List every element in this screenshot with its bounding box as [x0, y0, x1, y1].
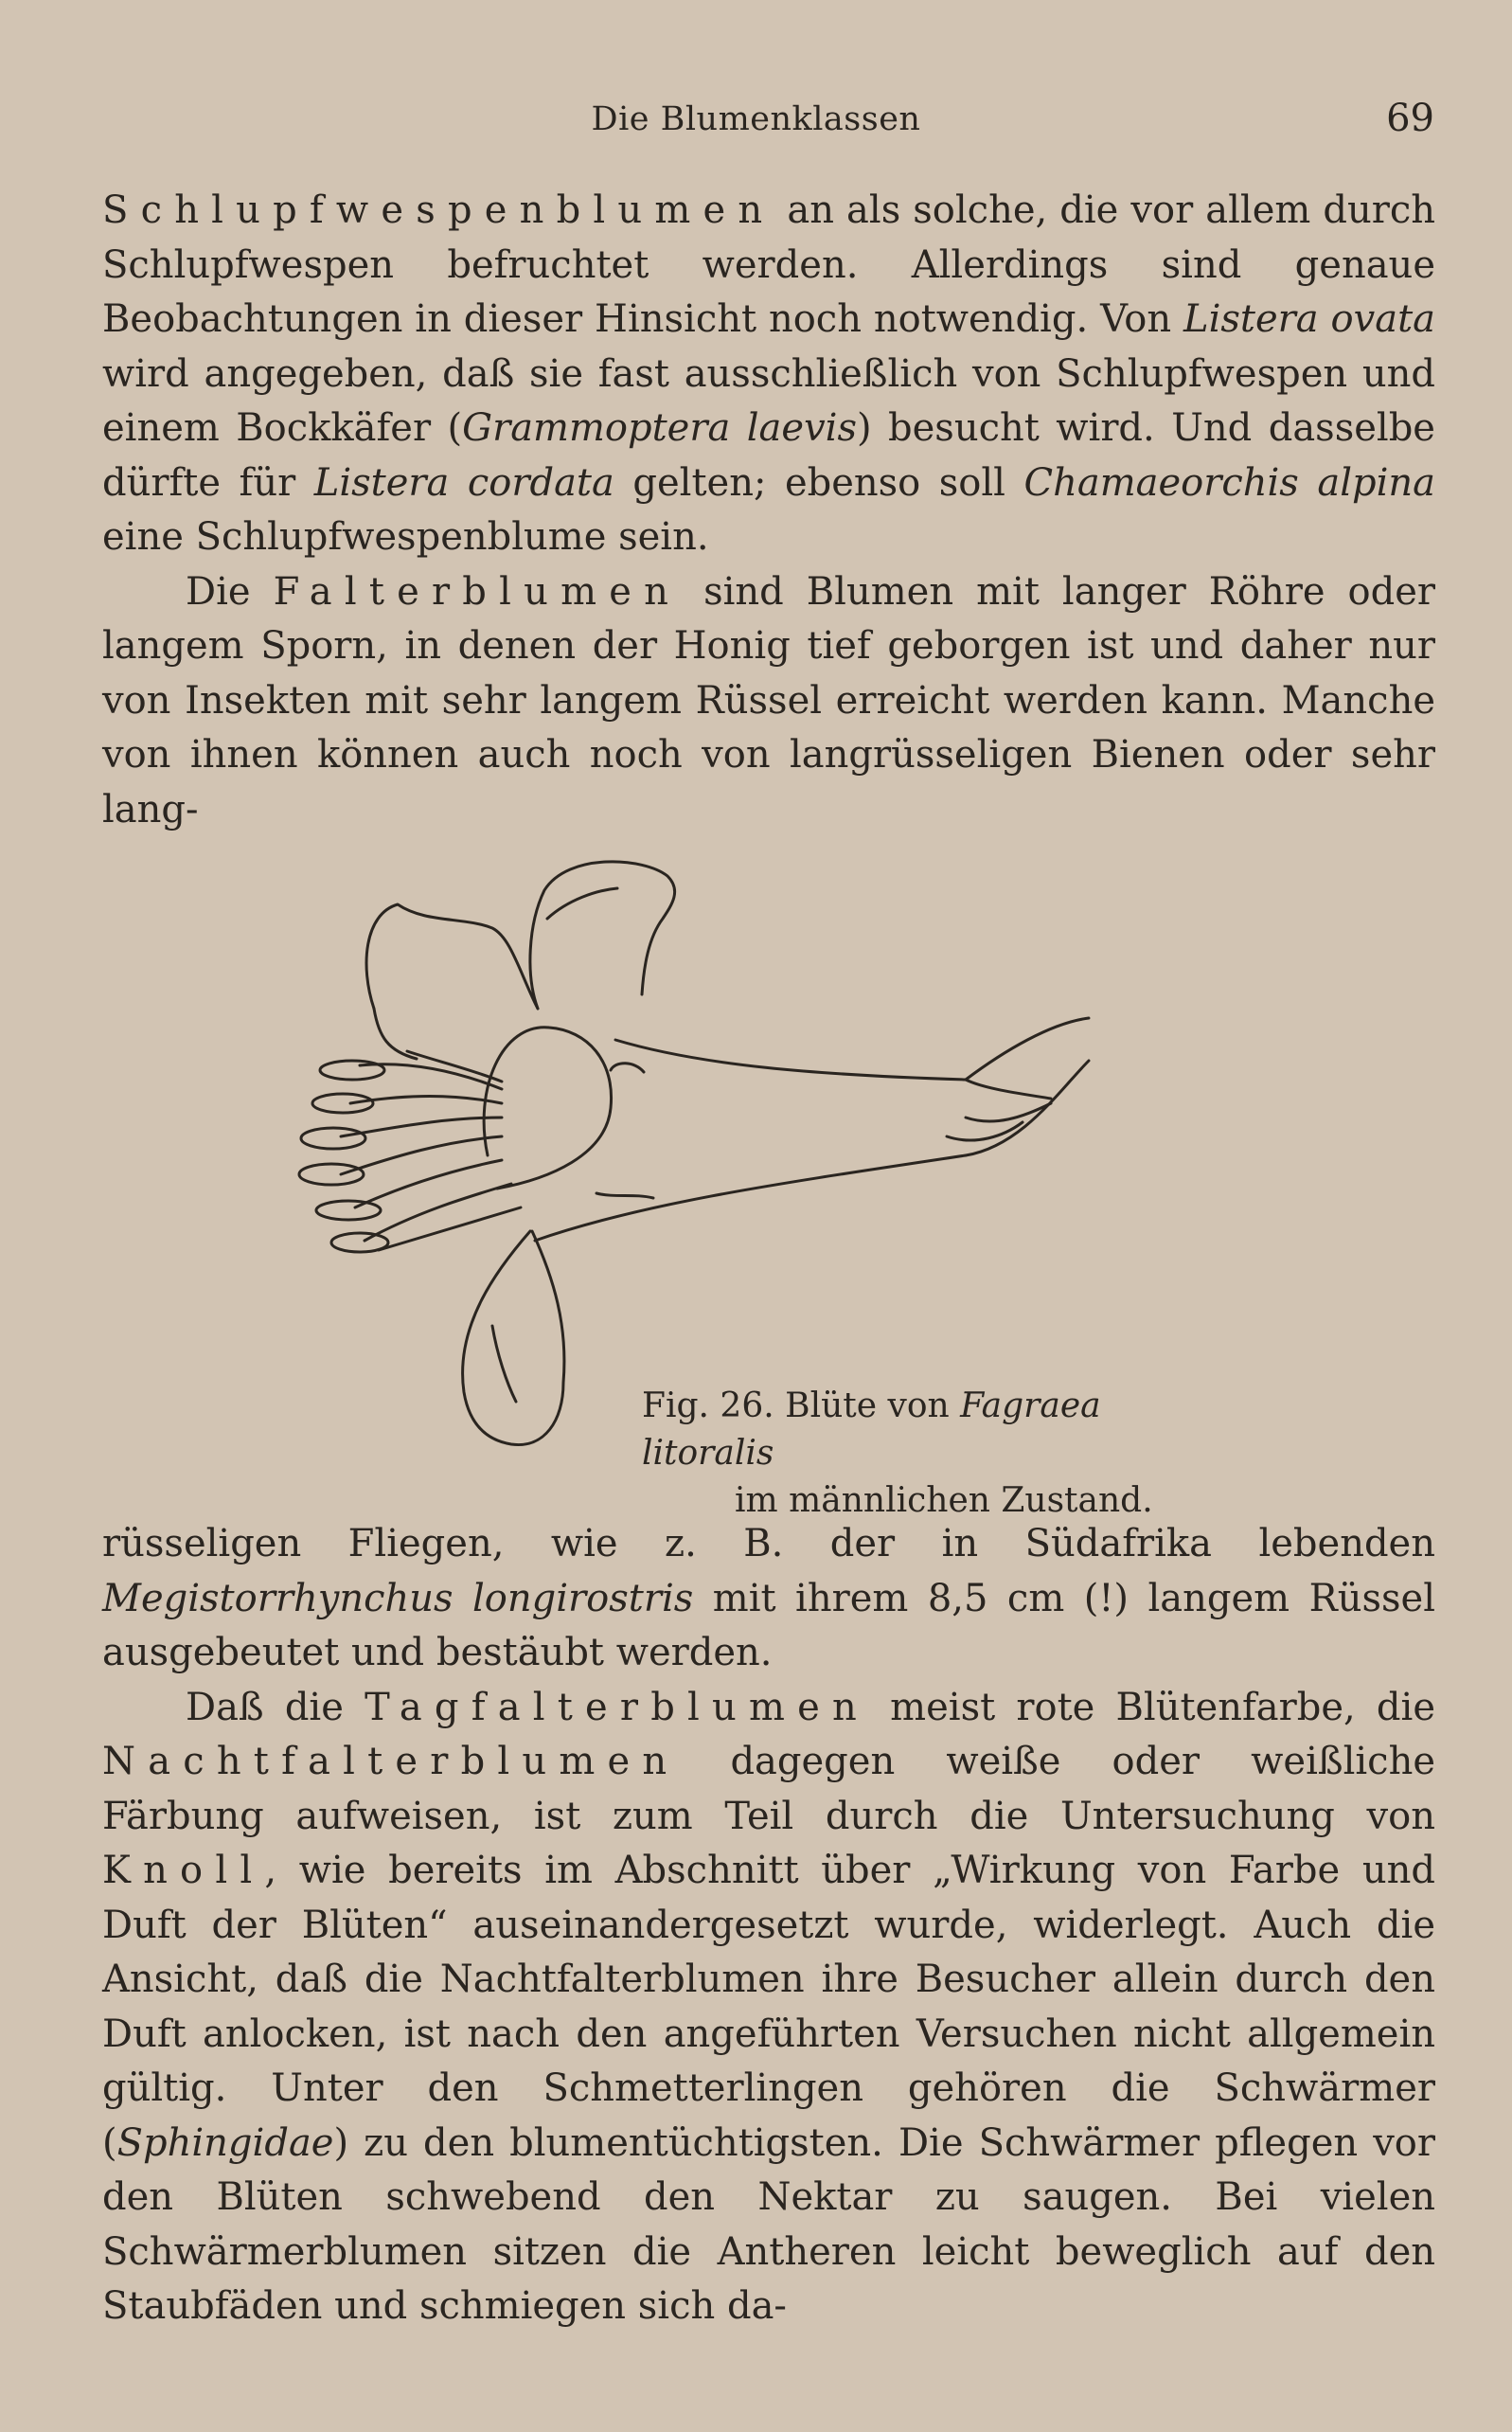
species-name: Sphingidae: [116, 2120, 334, 2165]
text-run: an als solche, die vor allem durch Schlupfwespen befruchtet werden. Allerdings sind genaue Beobachtungen in dieser Hinsicht noch notwendig. Von: [102, 188, 1435, 341]
paragraph-schlupfwespenblumen: [102, 184, 1435, 565]
text-run: rüsseligen Fliegen, wie z. B. der in Südafrika lebenden: [102, 1522, 1435, 1565]
figure-label: Fig. 26.: [642, 1386, 774, 1425]
paragraph-tagfalterblumen: [102, 1681, 1435, 2334]
text-run: ) zu den blumentüchtigsten. Die Schwärmer pflegen vor den Blüten schwebend den Nektar zu saugen. Bei vielen Schwärmerblumen sitzen die Antheren leicht beweglich auf den Staubfäden und schmiegen sich da-: [102, 2120, 1435, 2328]
text-run: , wie bereits im Abschnitt über „Wirkung von Farbe und Duft der Blüten“ auseinandergesetzt wurde, widerlegt. Auch die Ansicht, daß die Nachtfalterblumen ihre Besucher allein durch den Duft anlocken, ist nach den angeführten Versuchen nicht allgemein gültig. Unter den Schmetterlingen gehören die Schwärmer (: [102, 1849, 1435, 2165]
figure-caption: [642, 1383, 1172, 1525]
figure-26: [284, 833, 1325, 1520]
text-run: Die: [186, 569, 274, 614]
text-run: mit ihrem 8,5 cm (!) langem Rüssel ausgebeutet und bestäubt werden.: [102, 1576, 1435, 1674]
text-run: sind Blumen mit langer Röhre oder langem Sporn, in denen der Honig tief geborgen ist und daher nur von Insekten mit sehr langem Rüssel erreicht werden kann. Manche von ihnen können auch noch von langrüsseligen Bienen oder sehr lang-: [102, 569, 1436, 832]
paragraph-falterblumen: [102, 565, 1435, 838]
spaced-term: Falterblumen: [273, 569, 682, 614]
running-title: Die Blumenklassen: [591, 100, 921, 138]
text-block-bottom: [102, 1517, 1435, 2334]
text-run: meist rote Blütenfarbe, die: [868, 1685, 1435, 1729]
text-block-top: [102, 184, 1435, 837]
species-name: Listera ovata: [1183, 297, 1435, 341]
running-head: [0, 95, 1512, 152]
page-number: 69: [1386, 97, 1434, 140]
text-run: eine Schlupfwespenblume sein.: [102, 515, 709, 559]
text-run: ) besucht wird. Und dasselbe dürfte für: [102, 406, 1435, 505]
text-run: wird angegeben, daß sie fast ausschließlich von Schlupfwespen und einem Bockkäfer (: [102, 351, 1435, 450]
spaced-term: Nachtfalterblumen: [102, 1740, 680, 1783]
caption-line2: im männlichen Zustand.: [735, 1481, 1153, 1520]
species-name: Megistorrhynchus longirostris: [102, 1576, 694, 1620]
spaced-term: Tagfalterblumen: [365, 1685, 869, 1729]
text-run: Daß die: [186, 1685, 365, 1729]
species-name: Chamaeorchis alpina: [1023, 460, 1435, 505]
text-run: dagegen weiße oder weißliche Färbung aufweisen, ist zum Teil durch die Untersuchung von: [102, 1740, 1435, 1838]
spaced-term: Schlupfwespenblumen: [102, 188, 775, 232]
species-name: Grammoptera laevis: [462, 406, 857, 450]
spaced-author: Knoll: [102, 1849, 265, 1892]
species-name: Listera cordata: [313, 460, 614, 505]
caption-species: Fagraea litoralis: [642, 1386, 1101, 1473]
text-run: gelten; ebenso soll: [614, 460, 1024, 505]
caption-text: Blüte von: [774, 1386, 961, 1425]
paragraph-continuation: [102, 1517, 1435, 1681]
